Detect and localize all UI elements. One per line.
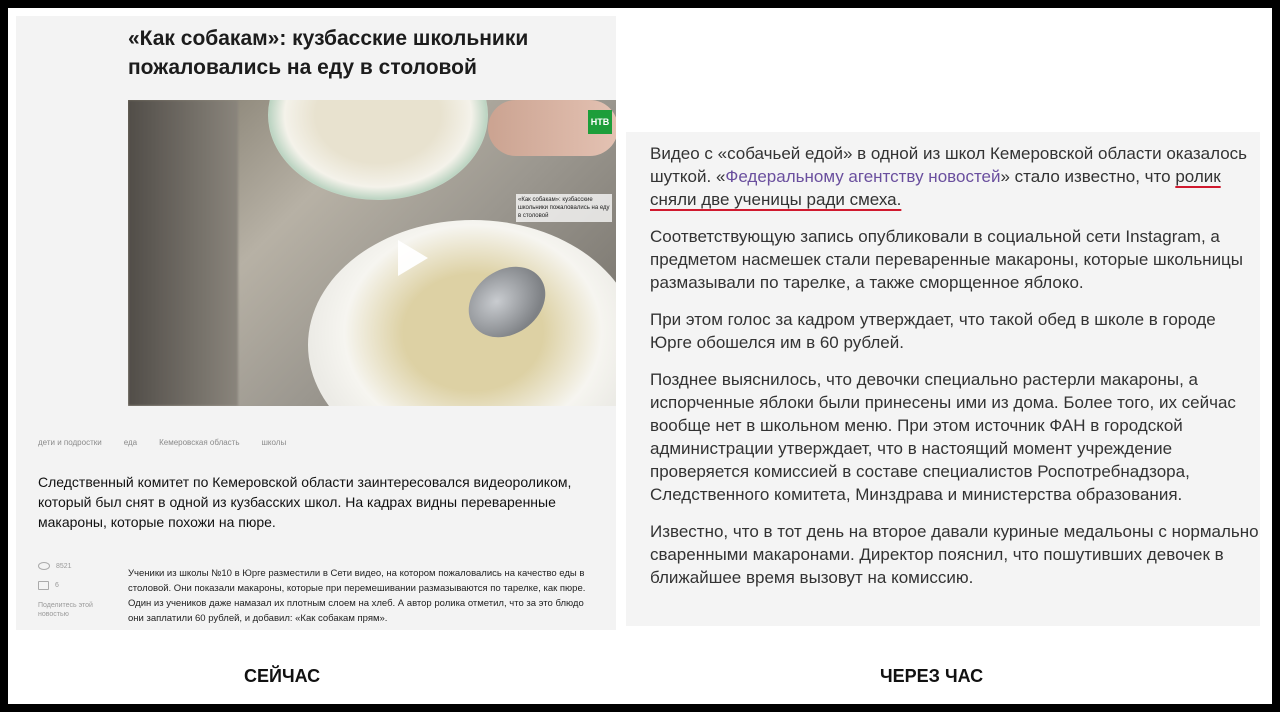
eye-icon bbox=[38, 562, 50, 570]
article-title: «Как собакам»: кузбасские школьники пожаловались на еду в столовой bbox=[128, 27, 529, 79]
tag-link[interactable]: дети и подростки bbox=[38, 438, 102, 447]
article-meta bbox=[38, 562, 118, 619]
label-hour-later: ЧЕРЕЗ ЧАС bbox=[880, 666, 984, 686]
p1-text-middle: » стало известно, что bbox=[1000, 167, 1176, 186]
screenshot-now bbox=[16, 16, 616, 630]
highlighted-claim: ролик сняли две ученицы ради смеха. bbox=[650, 167, 1221, 209]
comments-count: 6 bbox=[55, 582, 59, 589]
video-plate-top bbox=[268, 100, 488, 200]
comment-icon bbox=[38, 581, 49, 590]
fan-link[interactable]: Федеральному агентству новостей bbox=[725, 167, 1001, 186]
label-now: СЕЙЧАС bbox=[244, 666, 321, 686]
paragraph-5: Известно, что в тот день на второе давали куриные медальоны с нормально сваренными макаронами. Директор пояснил, что пошутивших девочек в ближайшее время вызовут на комиссию. bbox=[650, 522, 1259, 587]
article-lead: Следственный комитет по Кемеровской области заинтересовался видеороликом, который был снят в одной из кузбасских школ. На кадрах видны переваренные макароны, которые похожи на пюре. bbox=[38, 474, 572, 530]
ntv-logo-icon: НТВ bbox=[588, 110, 612, 134]
video-player[interactable] bbox=[128, 100, 616, 406]
tag-list bbox=[38, 438, 286, 447]
tag-link[interactable]: Кемеровская область bbox=[159, 438, 240, 447]
play-icon[interactable] bbox=[398, 240, 428, 276]
fan-article bbox=[650, 142, 1260, 603]
paragraph-2: Соответствующую запись опубликовали в социальной сети Instagram, а предметом насмешек стали переваренные макароны, которые школьницы размазывали по тарелке, а также сморщенное яблоко. bbox=[650, 227, 1244, 292]
screenshot-hour-later bbox=[626, 132, 1260, 626]
video-overlay-caption: «Как собакам»: кузбасские школьники пожаловались на еду в столовой bbox=[516, 194, 612, 222]
paragraph-4: Позднее выяснилось, что девочки специально растерли макароны, а испорченные яблоки были принесены ими из дома. Более того, их сейчас вообще нет в школьном меню. При этом источник ФАН в городской администрации утверждает, что в настоящий момент учреждение проверяется комиссией в составе специалистов Роспотребнадзора, Следственного комитета, Минздрава и министерства образования. bbox=[650, 370, 1236, 504]
tag-link[interactable]: еда bbox=[123, 438, 138, 447]
views-count: 8521 bbox=[56, 562, 72, 570]
views-counter bbox=[38, 562, 118, 570]
video-plate-main bbox=[308, 220, 616, 406]
share-label: Поделитесь этой новостью bbox=[38, 602, 93, 618]
paragraph-3: При этом голос за кадром утверждает, что такой обед в школе в городе Юрге обошелся им в 60 рублей. bbox=[650, 310, 1216, 352]
comments-counter[interactable] bbox=[38, 581, 118, 590]
paragraph-1 bbox=[650, 142, 1260, 211]
p1-text-before: Видео с «собачьей едой» в одной из школ Кемеровской области оказалось шуткой. « bbox=[650, 144, 1248, 186]
tag-link[interactable]: школы bbox=[261, 438, 287, 447]
article-body: Ученики из школы №10 в Юрге разместили в Сети видео, на котором пожаловались на качество еды в столовой. Они показали макароны, которые при перемешивании размазываются по тарелке, как пюре. Один из учеников даже намазал их плотным слоем на хлеб. А автор ролика отметил, что за это блюдо они заплатили 60 рублей, и добавил: «Как собакам прям». bbox=[128, 568, 586, 624]
video-background bbox=[128, 100, 238, 406]
